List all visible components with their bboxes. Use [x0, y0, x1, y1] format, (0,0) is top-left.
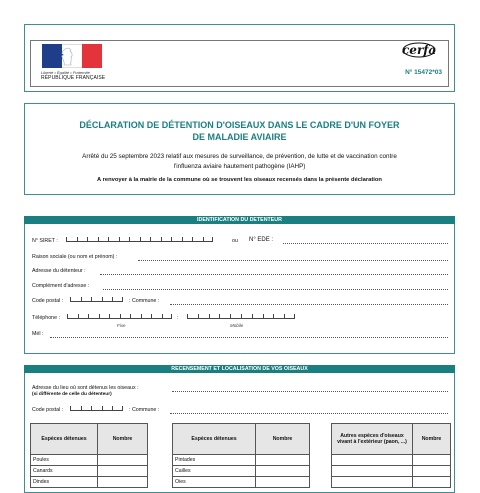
char-box[interactable]: [171, 237, 182, 242]
lieu-label: Adresse du lieu où sont détenus les oiseaux :: [32, 385, 139, 391]
char-box[interactable]: [102, 297, 113, 302]
phone-mobile-input[interactable]: [187, 314, 295, 319]
char-box[interactable]: [151, 314, 162, 319]
form-title: [45, 119, 434, 143]
species-cell: Dindes: [31, 477, 98, 488]
table2-col-number: Nombre: [256, 424, 310, 455]
species-cell: Canards: [31, 466, 98, 477]
mel-input[interactable]: [50, 337, 448, 338]
char-box[interactable]: [161, 237, 172, 242]
lieu-note: (si différente de celle du détenteur): [32, 392, 112, 397]
char-box[interactable]: [150, 237, 161, 242]
table-row: [173, 455, 310, 466]
commune-input[interactable]: [170, 304, 448, 305]
char-box[interactable]: [120, 314, 131, 319]
species-cell: Cailles: [173, 466, 256, 477]
header-inner: [30, 40, 449, 87]
table-row: [31, 477, 148, 488]
raison-sociale-input[interactable]: [138, 260, 448, 261]
char-box[interactable]: [91, 406, 102, 411]
table-row: [332, 455, 451, 466]
char-box[interactable]: [129, 237, 140, 242]
species-cell: Poules: [31, 455, 98, 466]
mobile-caption: Mobile: [230, 323, 244, 328]
char-box[interactable]: [209, 314, 220, 319]
number-cell[interactable]: [98, 477, 148, 488]
char-box[interactable]: [198, 314, 209, 319]
code-postal-input[interactable]: [70, 297, 123, 302]
table1-col-number: Nombre: [98, 424, 148, 455]
decree-line2: l'influenza aviaire hautement pathogène (IAHP): [173, 162, 306, 170]
section-heading-holder: IDENTIFICATION DU DETENTEUR: [24, 216, 455, 224]
char-box[interactable]: [162, 314, 173, 319]
ede-label: N° EDE :: [249, 237, 274, 243]
char-box[interactable]: [284, 314, 295, 319]
table2-col-species: Espèces détenues: [173, 424, 256, 455]
char-box[interactable]: [141, 314, 152, 319]
char-box[interactable]: [91, 297, 102, 302]
section-heading-census: RECENSEMENT ET LOCALISATION DE VOS OISEAUX: [24, 365, 455, 373]
char-box[interactable]: [140, 237, 151, 242]
cerfa-logo-text: cerfa: [402, 43, 437, 57]
number-cell[interactable]: [413, 455, 451, 466]
number-cell[interactable]: [98, 455, 148, 466]
title-box: [24, 103, 455, 195]
char-box[interactable]: [119, 237, 130, 242]
republic-text: RÉPUBLIQUE FRANÇAISE: [41, 75, 106, 81]
species-cell: Pintades: [173, 455, 256, 466]
complement-label: Complément d'adresse :: [32, 283, 90, 289]
phone-fixe-input[interactable]: [67, 314, 172, 319]
char-box[interactable]: [66, 237, 77, 242]
char-box[interactable]: [81, 406, 92, 411]
char-box[interactable]: [109, 314, 120, 319]
lieu-input[interactable]: [172, 391, 448, 392]
telephone-label: Téléphone :: [32, 315, 60, 321]
char-box[interactable]: [112, 297, 123, 302]
number-cell[interactable]: [413, 477, 451, 488]
adresse-input[interactable]: [100, 274, 448, 275]
char-box[interactable]: [102, 406, 113, 411]
table3-col-species: Autres espèces d'oiseaux vivant à l'extérieur (paon, ...): [332, 424, 413, 455]
or-label: ou: [232, 238, 238, 244]
motto-text: Liberté • Égalité • Fraternité: [41, 70, 90, 75]
char-box[interactable]: [273, 314, 284, 319]
number-cell[interactable]: [256, 466, 310, 477]
adresse-label: Adresse du détenteur :: [32, 268, 86, 274]
char-box[interactable]: [219, 314, 230, 319]
char-box[interactable]: [230, 314, 241, 319]
species-table-3: [331, 423, 451, 488]
fixe-caption: Fixe: [117, 323, 126, 328]
char-box[interactable]: [108, 237, 119, 242]
ede-input[interactable]: [283, 243, 448, 244]
code-postal-label-2: Code postal :: [32, 407, 64, 413]
table-row: [31, 466, 148, 477]
char-box[interactable]: [203, 237, 214, 242]
code-postal-input-2[interactable]: [70, 406, 123, 411]
number-cell[interactable]: [98, 466, 148, 477]
raison-sociale-label: Raison sociale (ou nom et prénom) :: [32, 254, 118, 260]
char-box[interactable]: [252, 314, 263, 319]
table3-col-number: Nombre: [413, 424, 451, 455]
char-box[interactable]: [182, 237, 193, 242]
species-table-1: [30, 423, 148, 488]
table1-col-species: Espèces détenues: [31, 424, 98, 455]
species-cell[interactable]: [332, 477, 413, 488]
char-box[interactable]: [130, 314, 141, 319]
form-title-line1: DÉCLARATION DE DÉTENTION D'OISEAUX DANS LE CADRE D'UN FOYER: [79, 120, 400, 130]
mel-label: Mél :: [32, 331, 44, 337]
char-box[interactable]: [81, 297, 92, 302]
siret-input[interactable]: [66, 237, 213, 242]
char-box[interactable]: [70, 406, 81, 411]
table-row: [332, 477, 451, 488]
decree-line1: Arrêté du 25 septembre 2023 relatif aux mesures de surveillance, de prévention, de lutte et de vaccination contre: [82, 153, 397, 160]
char-box[interactable]: [87, 237, 98, 242]
decree-reference: [45, 152, 434, 171]
commune-label-2: : Commune :: [129, 407, 160, 413]
form-title-line2: DE MALADIE AVIAIRE: [192, 132, 287, 142]
char-box[interactable]: [77, 237, 88, 242]
char-box[interactable]: [263, 314, 274, 319]
char-box[interactable]: [187, 314, 198, 319]
number-cell[interactable]: [256, 477, 310, 488]
char-box[interactable]: [70, 297, 81, 302]
char-box[interactable]: [67, 314, 78, 319]
table-row: [332, 466, 451, 477]
char-box[interactable]: [99, 314, 110, 319]
republique-francaise-logo: [39, 42, 105, 84]
cerfa-number: N° 15472*03: [405, 69, 442, 76]
table-row: [173, 466, 310, 477]
commune-label: : Commune :: [129, 298, 160, 304]
send-instruction: A renvoyer à la mairie de la commune où se trouvent les oiseaux recensés dans la présente déclaration: [97, 177, 382, 183]
char-box[interactable]: [112, 406, 123, 411]
char-box[interactable]: [78, 314, 89, 319]
char-box[interactable]: [241, 314, 252, 319]
number-cell[interactable]: [413, 466, 451, 477]
species-cell[interactable]: [332, 455, 413, 466]
commune-input-2[interactable]: [170, 413, 448, 414]
marianne-icon: [56, 46, 78, 66]
cerfa-logo: [402, 42, 436, 58]
char-box[interactable]: [98, 237, 109, 242]
number-cell[interactable]: [256, 455, 310, 466]
char-box[interactable]: [192, 237, 203, 242]
code-postal-label: Code postal :: [32, 298, 64, 304]
complement-input[interactable]: [103, 289, 448, 290]
table-row: [31, 455, 148, 466]
species-table-2: [172, 423, 310, 488]
char-box[interactable]: [88, 314, 99, 319]
species-cell[interactable]: [332, 466, 413, 477]
siret-label: N° SIRET :: [32, 238, 58, 244]
table-row: [173, 477, 310, 488]
species-cell: Oies: [173, 477, 256, 488]
header-box: [24, 24, 455, 92]
